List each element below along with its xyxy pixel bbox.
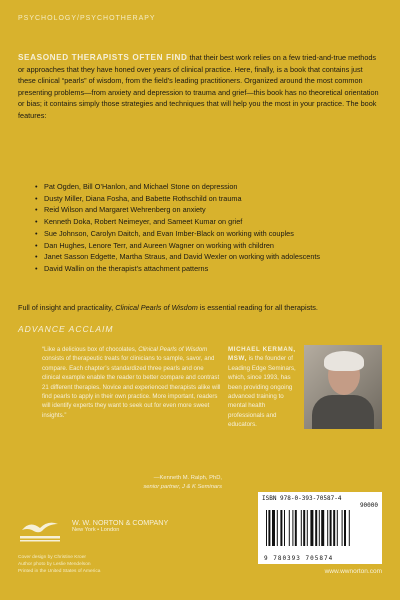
outro-before: Full of insight and practicality, xyxy=(18,303,116,312)
intro-lead: SEASONED THERAPISTS OFTEN FIND xyxy=(18,53,188,62)
barcode-bars xyxy=(266,510,374,552)
feature-item: • Kenneth Doka, Robert Neimeyer, and Sameet Kumar on grief xyxy=(44,216,374,228)
quote-book-title: Clinical Pearls of Wisdom xyxy=(138,346,208,353)
author-name: MICHAEL KERMAN, MSW, xyxy=(228,346,296,363)
feature-item: • Reid Wilson and Margaret Wehrenberg on anxiety xyxy=(44,204,374,216)
credit-line: Printed in the United States of America xyxy=(18,569,101,574)
outro-paragraph xyxy=(18,302,382,314)
author-photo xyxy=(304,345,382,429)
norton-seagull-logo xyxy=(18,514,62,544)
quote-attribution xyxy=(96,474,222,491)
acclaim-heading: ADVANCE ACCLAIM xyxy=(18,324,114,334)
feature-item: • Dan Hughes, Lenore Terr, and Aureen Wagner on working with children xyxy=(44,240,374,252)
publisher-name: W. W. NORTON & COMPANY xyxy=(72,518,169,527)
acclaim-quote xyxy=(42,345,222,420)
cover-credits xyxy=(18,554,100,575)
credit-line: Cover design by Christine Kroer xyxy=(18,555,86,560)
feature-item: • Pat Ogden, Bill O’Hanlon, and Michael Stone on depression xyxy=(44,181,374,193)
quote-before: “Like a delicious box of chocolates, xyxy=(42,346,139,353)
publisher xyxy=(72,518,168,533)
isbn-barcode xyxy=(258,492,382,564)
barcode-digits: 9 780393 705874 xyxy=(264,555,334,562)
category-label: PSYCHOLOGY/PSYCHOTHERAPY xyxy=(18,15,156,22)
features-list xyxy=(44,181,374,275)
publisher-cities: New York • London xyxy=(72,527,120,533)
isbn-text: ISBN 978-0-393-70587-4 xyxy=(262,495,342,502)
attribution-name: —Kenneth M. Ralph, PhD, xyxy=(153,475,222,481)
outro-book-title: Clinical Pearls of Wisdom xyxy=(115,303,198,312)
feature-item: • Dusty Miller, Diana Fosha, and Babette Rothschild on trauma xyxy=(44,193,374,205)
intro-paragraph xyxy=(18,52,382,122)
outro-after: is essential reading for all therapists. xyxy=(197,303,318,312)
feature-item: • David Wallin on the therapist’s attachment patterns xyxy=(44,263,374,275)
publisher-website: www.wwnorton.com xyxy=(324,568,382,575)
author-bio xyxy=(228,345,300,430)
price-code: 90000 xyxy=(359,502,378,509)
intro-text: that their best work relies on a few tried-and-true methods or approaches that they have honed over years of clinical practice. Here, finally, is a book that contains just these clinical “pearls” of wisdom, from the field’s leading practitioners. Organized around the most common presenting problems—from anxiety and depression to trauma and grief—this book has no theoretical orientation or bias; it contains simply those strategies and techniques that will help you the most in your practice. The book features: xyxy=(18,53,379,120)
feature-item: • Sue Johnson, Carolyn Daitch, and Evan Imber-Black on working with couples xyxy=(44,228,374,240)
quote-after: consists of therapeutic treats for clinicians to sample, savor, and compare. Each chapter’s standardized three pearls and one clinical example enable the reader to better compare and contrast 21 different therapies. Novice and experienced therapists alike will find pearls to apply in their own practice. More important, readers will identify experts they want to seek out for even more sweet insights.” xyxy=(42,355,221,419)
credit-line: Author photo by Leslie Mendelson xyxy=(18,562,91,567)
attribution-role: senior partner, J & K Seminars xyxy=(143,483,222,490)
author-bio-text: is the founder of Leading Edge Seminars, which, since 1993, has been providing ongoing advanced training to mental health professionals and educators. xyxy=(228,355,296,429)
feature-item: • Janet Sasson Edgette, Martha Straus, and David Wexler on working with adolescents xyxy=(44,251,374,263)
